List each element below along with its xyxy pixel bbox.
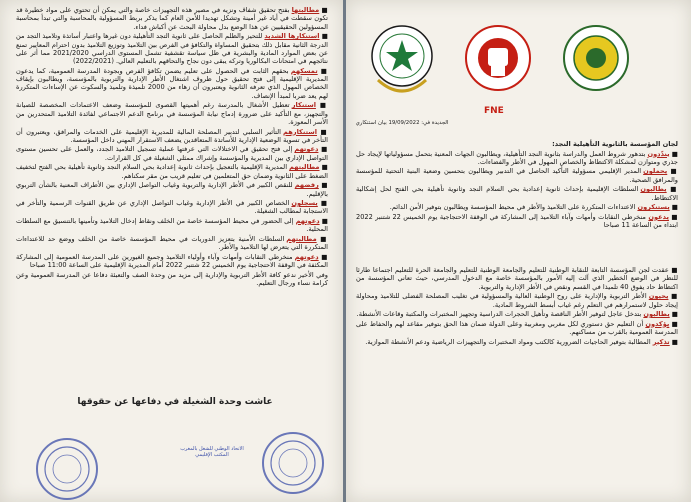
- right-page-top: [356, 140, 678, 231]
- paragraph-text: السلطات الإقليمية بإحداث ثانوية إعدادية بحي السلام النجد وثانوية تأهيلية بحي الفتح لحل إشكالية الاكتظاظ.: [356, 185, 678, 202]
- bullet-icon: ■: [668, 212, 678, 221]
- paragraph-lead: يستنكرون: [637, 203, 670, 212]
- paragraph-text: للنقص الكبير في الأطر الإدارية والتربوية وغياب التواصل الإداري بين الأطراف المعنية بالشأن التربوي بالإقليم.: [16, 181, 328, 198]
- paragraph-lead: يطالبون: [643, 310, 670, 319]
- bullet-icon: ■: [318, 145, 328, 154]
- left-page: [0, 0, 343, 502]
- stamp-caption: الاتحاد الوطني للشغل بالمغرب المكتب الإقليمي: [180, 446, 244, 458]
- bullet-icon: ■: [668, 292, 679, 301]
- paragraph-lead: دعوتهم: [294, 252, 319, 261]
- closing-slogan: عاشت وحدة الشغيلة في دفاعها عن حقوقها: [77, 397, 273, 407]
- paragraph: [356, 150, 678, 167]
- paragraph-text: للتحيز والظلم الحاصل على ثانوية التجد التأهيلية دون غيرها واعتبار أساتذة وتلاميذ التجد من الدرجة الثانية مقابل ذلك بتحقيق المساواة والتكافؤ في الفرص بين التلاميذ وتوزيع التلاميذ بدون احترام المعايير تمنع عن بعض الموارد المادية والبشرية في ظل سياسة تقشفية تشمل المستوى الدراسي 2021/2020 مما أثر على نتائجهم في امتحانات البكالوريا وتركه يبقى دون نجاح والتحاقهم بالتعليم العالي. (2022/2021): [16, 32, 328, 66]
- paragraph-lead: يحملون: [643, 167, 668, 176]
- paragraph: [356, 310, 678, 318]
- paragraph: [16, 235, 328, 252]
- paragraph-text: منخرطي النقابات وأمهات وآباء وأولياء التلاميذ وجميع الغيورين على المدرسة العمومية إلى المشاركة المكثفة في الوقفة الاحتجاجية يوم الخميس 22 شتنبر 2022 أمام المديرية الإقليمية على الساعة 11:00 صباحا: [16, 252, 328, 270]
- paragraph: [356, 338, 678, 346]
- paragraph: [16, 101, 328, 126]
- fne-label: FNE: [484, 106, 504, 116]
- bullet-icon: ■: [319, 216, 329, 225]
- paragraph: [356, 185, 678, 202]
- paragraph: [16, 145, 328, 162]
- paragraph-text: الأطر التربوية والإدارية على روح الوطنية العالية والمسؤولية في تغليب المصلحة الفضلى للتلاميذ ومحاولة إيجاد حلول لاستمرارهم في التعلم رغم غياب أبسط الشروط المادية.: [356, 292, 678, 309]
- bullet-icon: ■: [317, 66, 328, 75]
- paragraph-lead: دعوتهم: [294, 145, 319, 154]
- paragraph: [356, 320, 678, 337]
- paragraph: [16, 163, 328, 180]
- bullet-icon: ■: [319, 163, 328, 172]
- paragraph-lead: رفضهم: [294, 181, 319, 190]
- paragraph: [356, 203, 678, 211]
- bullet-icon: ■: [666, 185, 679, 194]
- paragraph: [356, 213, 678, 230]
- paragraph-text: إلى الحضور في محيط المؤسسة خاصة من الخلف ونقاط إدخال التلاميذ وتأمينها بالتنسيق مع السلطات المحلية.: [16, 216, 328, 234]
- paragraph-text: التأثير السلبي لتدبير المصلحة المالية للمديرية الإقليمية على الخدمات والمرافق، ويعتبرون أن التأخر في تسوية الوضعية الإدارية للأساتذة المتعاقدين يضعف الاستقرار المهني داخل المؤسسة.: [16, 127, 328, 144]
- paragraph-lead: يحيون: [648, 292, 669, 301]
- paragraph-lead: مطالبتهم: [289, 163, 320, 172]
- union-stamp-1: [262, 432, 324, 494]
- cdt-logo: [562, 18, 630, 104]
- paragraph: [16, 253, 328, 270]
- paragraph: [356, 167, 678, 184]
- paragraph-lead: تذكير: [652, 337, 670, 346]
- paragraph-lead: استنكارها الشديد: [264, 32, 320, 41]
- bullet-icon: ■: [669, 149, 678, 158]
- paragraph-text: الخصاص الكبير في الأطر الإدارية وغياب التواصل الإداري عن طريق القنوات الرسمية والتأخر في الاستجابة لمطالب الشغيلة.: [16, 199, 328, 216]
- fne-logo: [464, 18, 532, 104]
- bullet-icon: ■: [667, 167, 679, 176]
- paragraph: [16, 32, 328, 65]
- paragraph: [16, 181, 328, 198]
- untt-logo: [368, 18, 436, 104]
- paragraph-lead: يؤكدون: [645, 319, 670, 328]
- paragraph-lead: يسجلون: [291, 199, 318, 208]
- paragraph-lead: مطالبتها: [291, 6, 320, 14]
- paragraph-lead: مطالبتهم: [286, 234, 317, 243]
- paragraph-text: المدير الإقليمي مسؤولية التأكيد الحاصل في التدبير ويطالبون بتحسين وضعية البنية التحتية للمؤسسة والمرافق الصحية.: [356, 167, 678, 184]
- right-page: [346, 0, 691, 502]
- paragraph-lead: يدعون: [648, 212, 669, 221]
- bullet-icon: ■: [315, 101, 329, 110]
- paragraph-text: منخرطي النقابات وأمهات وآباء التلاميذ إلى المشاركة في الوقفة الاحتجاجية يوم الخميس 22 شتنبر 2022 ابتداء من الساعة 11 صباحا: [356, 212, 678, 230]
- union-stamp-2: [36, 438, 98, 500]
- date-line: الجديدة في: 19/09/2022 بيان استنكاري: [355, 120, 449, 126]
- paragraph-lead: دعوتهم: [295, 216, 320, 225]
- paragraph-text: المديرية الإقليمية بالتعجيل بإحداث ثانوية إعدادية بحي السلام النجد وثانوية تأهيلية بحي الفتح لتخفيف الضغط على الثانوية وضمان حق المتعلمين في تعليم قريب من مقر سكناهم.: [16, 163, 328, 180]
- bullet-icon: ■: [319, 6, 328, 14]
- paragraph-text: بحقهم الثابت في الحصول على تعليم يضمن تكافؤ الفرص وبجودة المدرسة العمومية، كما يدعون المديرية الإقليمية إلى فتح تحقيق حول ظروف اشتغال الأطر الإدارية والتربوية بالمؤسسة، ويطالبون بإيقاف الخصاص المهول الذي تعرفه الثانوية ويعتبرون أن زهاء من 2000 تلميذة وتلميذ والسكوت عن الإساءات المتكررة لهم يعد ضربا لمبدأ الإنصاف.: [16, 66, 328, 100]
- paragraph-text: بتدهور شروط العمل والدراسة بثانوية النجد التأهيلية، ويطالبون الجهات المعنية بتحمل مسؤولياتها لإيجاد حل جذري ومتوازن لمشكلة الاكتظاظ والخصاص المهول في الأطر والفضاءات.: [356, 149, 678, 166]
- bullet-icon: ■: [669, 203, 678, 212]
- right-page-bottom: [356, 266, 678, 347]
- bullet-icon: ■: [669, 319, 679, 328]
- paragraph-text: المطالبة بتوفير الحاجيات الضرورية كالكتب ومواد المختبرات والتجهيزات الرياضية ودعم الأنشطة الموازية.: [365, 337, 653, 346]
- paragraph-text: السلطات الأمنية بتعزيز الدوريات في محيط المؤسسة خاصة من الخلف ووضع حد للاعتداءات المتكررة التي يتعرض لها التلاميذ والأطر.: [16, 234, 328, 252]
- bullet-icon: ■: [668, 266, 678, 274]
- left-page-body: [16, 6, 328, 288]
- bullet-icon: ■: [317, 199, 329, 208]
- paragraph-text: أن التعليم حق دستوري لكل مغربي ومغربية وعلى الدولة ضمان هذا الحق بتوفير مقاعد لهم والحفاظ على المدرسة العمومية بالقرب من مساكنهم.: [356, 319, 678, 336]
- paragraph-lead: استنكار: [291, 101, 316, 110]
- paragraph-lead: تمسكهم: [290, 66, 318, 75]
- paragraph: [16, 6, 328, 31]
- paragraph-lead: يندّدون: [647, 149, 670, 158]
- paragraph-text: بتدخل عاجل لتوفير الأطر الناقصة وتأهيل الحجرات الدراسية وتجهيز المختبرات والمكتبة وقاعات الأنشطة.: [356, 310, 644, 319]
- bullet-icon: ■: [319, 32, 328, 41]
- paragraph-text: عقدت لجن المؤسسة التابعة للنقابة الوطنية للتعليم والجامعة الوطنية للتعليم والجامعة الحرة للتعليم اجتماعا طارئا للنظر في الوضع الخطير الذي آلت إليه الأمور بالمؤسسة خاصة مع الدخول المدرسي، حيث تعاني المؤسسة من اكتظاظ حاد يفوق 40 تلميذا في القسم ونقص في الأطر الإدارية والتربوية.: [356, 266, 678, 291]
- paragraph: [356, 266, 678, 291]
- bullet-icon: ■: [318, 181, 328, 190]
- paragraph-text: إلى فتح تحقيق في الاختلالات التي عرفتها عملية تسجيل التلاميذ الجدد، والعمل على تحسين مستوى التواصل الإداري بين المديرية والمؤسسة وإشراك ممثلي الشغيلة في كل القرارات.: [16, 145, 328, 162]
- paragraph-lead: يطالبون: [640, 185, 667, 194]
- bullet-icon: ■: [669, 337, 678, 346]
- paragraph-text: بفتح تحقيق شفاف ونزيه في مصير هذه التجهيزات خاصة والتي يمكن أن تحتوي على مواد خطيرة قد تكون سقطت في أياد غير أمينة وتشكل تهديدا للأمن العام كما يذكر بربط المسؤولية بالمحاسبة والتي تبدأ بمحاسبة المسؤولين الحقيقيين عن هذا الوضع بدل محاولة البحث عن أكباش فداء.: [16, 6, 328, 31]
- bullet-icon: ■: [316, 234, 329, 243]
- closing-paragraph: وفي الأخير ندعو كافة الأطر التربوية والإدارية إلى مزيد من وحدة الصف والتعبئة دفاعا عن المدرسة العمومية وعن كرامة نساء ورجال التعليم.: [16, 270, 328, 287]
- paragraph: [16, 199, 328, 216]
- paragraph: [16, 217, 328, 234]
- section-heading: لجان المؤسسة بالثانوية التأهيلية النجد:: [552, 140, 678, 148]
- bullet-icon: ■: [318, 252, 329, 261]
- paragraph-lead: استنكارهم: [283, 127, 318, 136]
- paragraph-text: تعطيل الأشغال بالمدرسة رغم أهميتها القصوى للمؤسسة وضعف الاعتمادات المخصصة للصيانة والتجهيز، مع التأكيد على ضرورة إدماج نيابة المؤسسة في برنامج الدعم الاجتماعي لفائدة التلاميذ المتحدرين من الأسر المعوزة.: [16, 101, 328, 127]
- paragraph: [16, 128, 328, 145]
- paragraph: [356, 292, 678, 309]
- paragraph-text: الاعتداءات المتكررة على التلاميذ والأطر في محيط المؤسسة ويطالبون بتوفير الأمن الدائم.: [389, 203, 638, 212]
- bullet-icon: ■: [669, 310, 678, 319]
- bullet-icon: ■: [317, 127, 329, 136]
- paragraph: [16, 67, 328, 100]
